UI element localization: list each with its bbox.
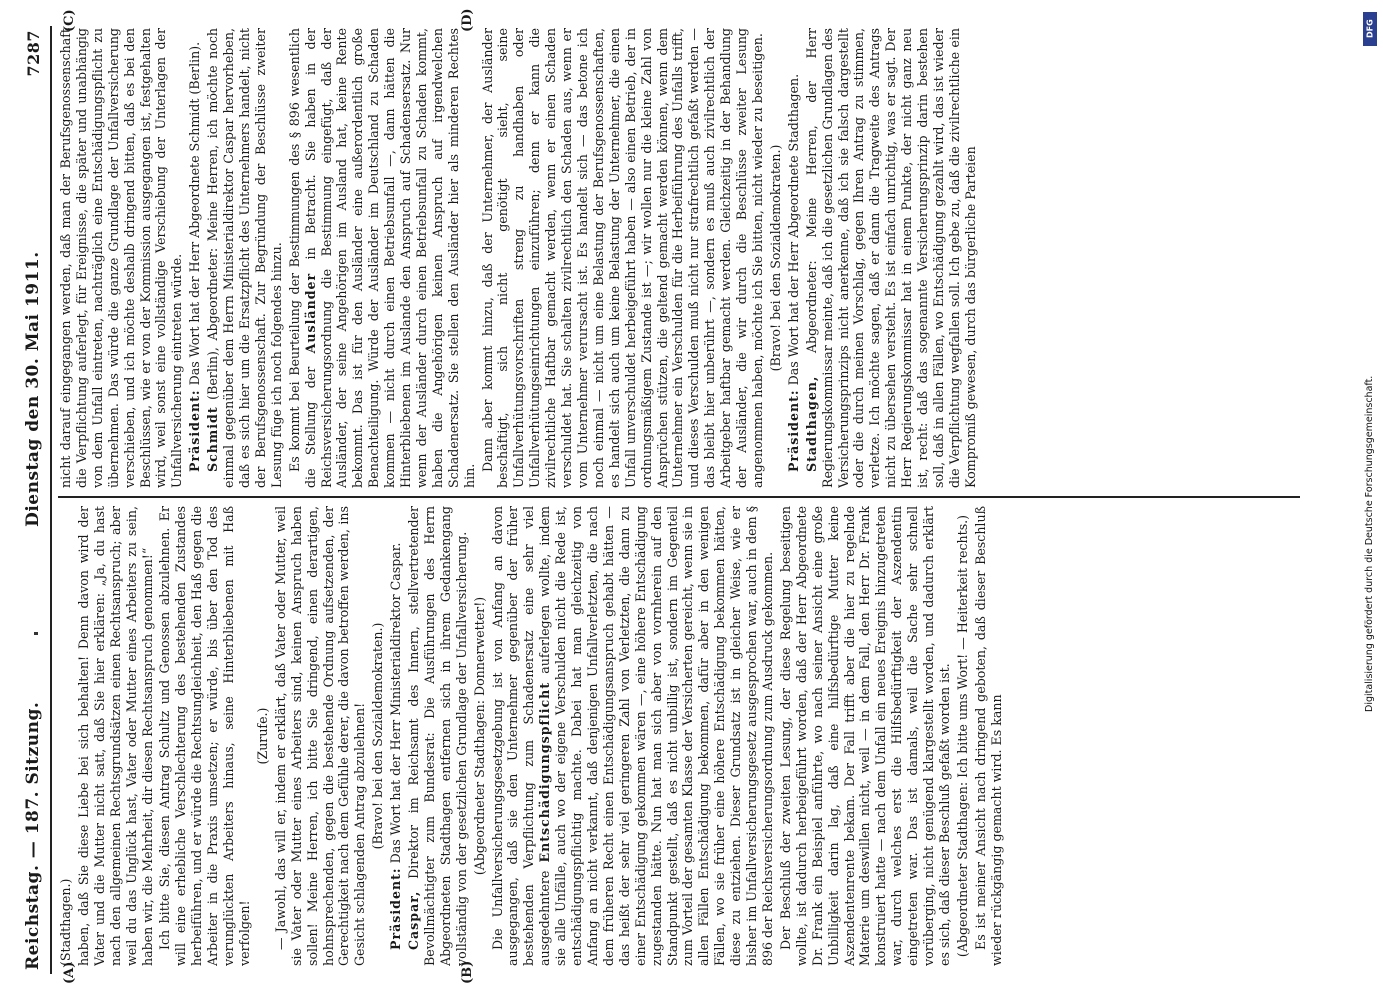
speaker-name: Präsident: — [785, 389, 801, 472]
speaker-name: Ausländer — [302, 272, 318, 354]
scan-speck — [34, 632, 38, 635]
left-column-paragraph: (Abgeordneter Stadthagen: Ich bitte ums Wort! — Heiterkeit rechts.) — [954, 514, 970, 958]
speaker-name: Entschädigungspflicht — [537, 681, 553, 863]
header-rule — [50, 26, 52, 974]
column-divider — [58, 496, 1300, 498]
left-column-paragraph: Der Beschluß der zweiten Lesung, der diese Regelung beseitigen wollte, ist dadurch herbeigeführt worden, daß der Herr Abgeordnete Dr. Frank ein Beispiel anführte, wo nach seiner Ansicht eine große Unbilligkeit darin lag, daß eine hilfsbedürftige Mutter keine Aszendentenrente bekam. Der Fall trifft aber die hier zu regelnde Materie um deswillen nicht, weil — in dem Fall, den Herr Dr. Frank konstruiert hatte — nach dem Unfall ein neues Ereignis hinzugetreten war, durch welches erst die Hilfsbedürftigkeit der Aszendentin eingetreten war. Das ist damals, weil die Sache sehr schnell vorüberging, nicht genügend klargestellt worden, und dadurch erklärt es sich, daß dieser Beschluß gefaßt worden ist. — [777, 506, 952, 966]
speaker-name: Präsident: — [187, 389, 203, 472]
left-column-paragraph: (Zurufe.) — [254, 707, 270, 765]
right-column-paragraph: Stadthagen, Abgeordneter: Meine Herren, der Herr Regierungskommissar meinte, daß ich die gesetzlichen Grundlagen des Versicherungsprinzips nicht anerkenne, daß ich sie falsch dargestellt oder die durch meinen Vorschlag, gegen Ihren Antrag zu stimmen, verletze. Ich möchte sagen, daß er dann die Tragweite des Antrags nicht zu übersehen versteht. Es ist einfach unrichtig, was er sagt. Der Herr Regierungskommissar hat in einem Punkte, der nicht ganz neu ist, recht: daß das sogenannte Versicherungsprinzip darin bestehen soll, daß in allen Fällen, wo Entschädigung gezahlt wird, das ist wieder die Verpflichtung wegfallen soll. Ich gebe zu, daß die zivilrechtliche ein Kompromiß gewesen, durch das bürgerliche Parteien — [803, 28, 978, 488]
margin-marker-c: (C) — [62, 9, 77, 32]
right-column — [58, 28, 1330, 488]
margin-marker-b: (B) — [460, 960, 475, 984]
running-head — [20, 30, 46, 970]
speaker-name: Präsident: — [388, 867, 404, 950]
header-left: Reichstag. — 187. Sitzung. — [23, 701, 43, 970]
speaker-name: Schmidt — [205, 406, 221, 472]
right-column-paragraph: Schmidt (Berlin), Abgeordneter: Meine Herren, ich möchte noch einmal gegenüber dem Herrn Ministerialdirektor Caspar hervorheben, daß es sich hier um die Ersatzpflicht des Unternehmers handelt, nicht der Berufsgenossenschaft. Zur Begründung der Beschlüsse zweiter Lesung füge ich noch folgendes hinzu. — [205, 28, 284, 488]
dfg-logo-icon: DFG — [1363, 12, 1377, 46]
speaker-name: Stadthagen, — [803, 375, 819, 472]
document-page — [0, 8, 1340, 984]
left-column-paragraph: (Stadthagen.) — [58, 878, 73, 966]
margin-marker-a: (A) — [62, 961, 77, 984]
left-column-paragraph: (Bravo! bei den Sozialdemokraten.) — [370, 622, 386, 850]
left-column-paragraph: (Abgeordneter Stadthagen: Donnerwetter!) — [471, 596, 487, 876]
speaker-name: Caspar, — [406, 890, 422, 950]
left-column — [58, 506, 1330, 966]
right-column-paragraph: Präsident: Das Wort hat der Herr Abgeordnete Stadthagen. — [785, 73, 801, 472]
left-column-paragraph: Präsident: Das Wort hat der Herr Ministerialdirektor Caspar. — [388, 542, 404, 950]
left-column-paragraph: Es ist meiner Ansicht nach dringend geboten, daß dieser Beschluß wieder rückgängig gemacht wird. Es kann — [972, 506, 1004, 966]
digitization-note — [1362, 8, 1380, 712]
digitization-text: Digitalisierung gefördert durch die Deutsche Forschungsgemeinschaft. — [1364, 375, 1375, 712]
left-column-paragraph: Ich bitte Sie, diesen Antrag Schultz und Genossen abzulehnen. Er will eine erhebliche Verschlechterung des bestehenden Zustandes herbeiführen, und er würde die Rechtsungleichheit, den Haß gegen die Arbeiter in die Praxis umsetzen; er würde, bis über den Tod des verunglückten Arbeiters hinaus, seine Hinterbliebenen mit Haß verfolgen! — [157, 506, 252, 966]
header-date: Dienstag den 30. Mai 1911. — [23, 251, 43, 527]
margin-marker-d: (D) — [460, 8, 475, 32]
left-column-paragraph: haben, daß Sie diese Liebe bei sich behalten! Denn davon wird der Vater und die Mutter nicht satt, daß Sie hier erklären: „Ja, du hast nach den allgemeinen Rechtsgrundsätzen einen Rechtsanspruch; aber weil du das Unglück hast, Vater oder Mutter eines Arbeiters zu sein, haben wir, die Mehrheit, dir diesen Rechtsanspruch genommen!“ — [75, 506, 155, 966]
page-number: 7287 — [23, 30, 43, 77]
right-column-paragraph: nicht darauf eingegangen werden, daß man der Berufsgenossenschaft die Verpflichtung auferlegt, für Ereignisse, die später und unabhängig von dem Unfall eintreten, nachträglich eine Entschädigungspflicht zu übernehmen. Das würde die ganze Grundlage der Unfallversicherung verschieben, und ich möchte deshalb dringend bitten, daß es bei den Beschlüssen, wie er von der Kommission ausgegangen ist, festgehalten wird, weil sonst eine vollständige Verschiebung der Unterlagen der Unfallversicherung eintreten würde. — [58, 28, 185, 488]
left-column-paragraph: — Jawohl, das will er, indem er erklärt, daß Vater oder Mutter, weil sie Vater oder Mutter eines Arbeiters sind, keinen Anspruch haben sollen! Meine Herren, ich bitte Sie dringend, einen derartigen, hohnsprechenden, gegen die bestehende Ordnung aufsetzenden, der Gerechtigkeit nach dem Gefühle derer, die davon betroffen werden, ins Gesicht schlagenden Antrag abzulehnen! — [272, 506, 368, 966]
left-column-paragraph: Die Unfallversicherungsgesetzgebung ist von Anfang an davon ausgegangen, daß sie den Unternehmer gegenüber der früher bestehenden Verpflichtung zum Schadenersatz eine sehr viel ausgedehntere Entschädigungspflicht auferlegen wollte, indem sie alle Unfälle, auch wo der eigene Verschulden nicht die Rede ist, entschädigungspflichtig machte. Dabei hat man gleichzeitig von Anfang an nicht verkannt, daß denjenigen Unfallverletzten, die nach dem früheren Recht einen Entschädigungsanspruch gehabt hätten — das heißt der sehr viel geringeren Zahl von Verletzten, die dann zu einer Entschädigung gekommen wären —, eine höhere Entschädigung zugestanden hätte. Nun hat man sich aber von vornherein auf den Standpunkt gestellt, daß es nicht unbillig ist, sondern im Gegenteil zum Vorteil der gesamten Klasse der Versicherten gereicht, wenn sie in allen Fällen Entschädigung bekommen, dafür aber in den wenigen Fällen, wo sie früher eine höhere Entschädigung bekommen hätten, diese zu entziehen. Dieser Grundsatz ist in gleicher Weise, wie er bisher im Unfallversicherungsgesetz ausgesprochen war, auch in dem § 896 der Reichsversicherungsordnung zum Ausdruck gekommen. — [489, 506, 775, 966]
left-column-paragraph: Caspar, Direktor im Reichsamt des Innern, stellvertretender Bevollmächtigter zum Bundesrat: Die Ausführungen des Herrn Abgeordneten Stadthagen entfernen sich in ihrem Gedankengang vollständig von der gesetzlichen Grundlage der Unfallversicherung. — [406, 506, 469, 966]
right-column-paragraph: (Bravo! bei den Sozialdemokraten.) — [767, 144, 783, 372]
right-column-paragraph: Dann aber kommt hinzu, daß der Unternehmer, der Ausländer beschäftigt, sich nicht genötigt sieht, seine Unfallverhütungsvorschriften streng zu handhaben oder Unfallverhütungseinrichtungen einzuführen; denn er kann die zivilrechtliche Haftbar gemacht werden, wenn er einen Schaden verschuldet hat. Sie schalten zivilrechtlich den Schaden aus, wenn er vom Unternehmer verursacht ist. Es handelt sich — das betone ich noch einmal — nicht um eine Belastung der Berufsgenossenschaften, es handelt sich auch um keine Belastung der Unternehmer, die einen Unfall unverschuldet herbeigeführt haben — also einen Betrieb, der in ordnungsmäßigem Zustande ist —; wir wollen nur die kleine Zahl von Ansprüchen stützen, die geltend gemacht werden können, wenn dem Unternehmer ein Verschulden für die Herbeiführung des Unfalls trifft, und dieses Verschulden muß nicht nur strafrechtlich gefaßt werden — das bleibt hier unberührt —, sondern es muß auch zivilrechtlich der Arbeitgeber haftbar gemacht werden. Gleichzeitig in der Behandlung der Ausländer, die wir durch die Beschlüsse zweiter Lesung angenommen haben, möchte ich Sie bitten, nicht wieder zu beseitigen. — [479, 28, 765, 488]
right-column-paragraph: Es kommt bei Beurteilung der Bestimmungen des § 896 wesentlich die Stellung der Ausländer in Betracht. Sie haben in der Reichsversicherungsordnung die Bestimmung eingefügt, daß der Ausländer, der seine Angehörigen im Ausland hat, keine Rente bekommt. Das ist für den Ausländer eine außerordentlich große Benachteiligung. Würde der Ausländer im Deutschland zu Schaden kommen — nicht durch einen Betriebsunfall —, dann hätten die Hinterbliebenen im Auslande den Anspruch auf Schadensersatz. Nur wenn der Ausländer durch einen Betriebsunfall zu Schaden kommt, haben die Angehörigen keinen Anspruch auf irgendwelchen Schadenersatz. Sie stellen den Ausländer hier als minderen Rechtes hin. — [286, 28, 477, 488]
right-column-paragraph: Präsident: Das Wort hat der Herr Abgeordnete Schmidt (Berlin). — [187, 41, 203, 472]
